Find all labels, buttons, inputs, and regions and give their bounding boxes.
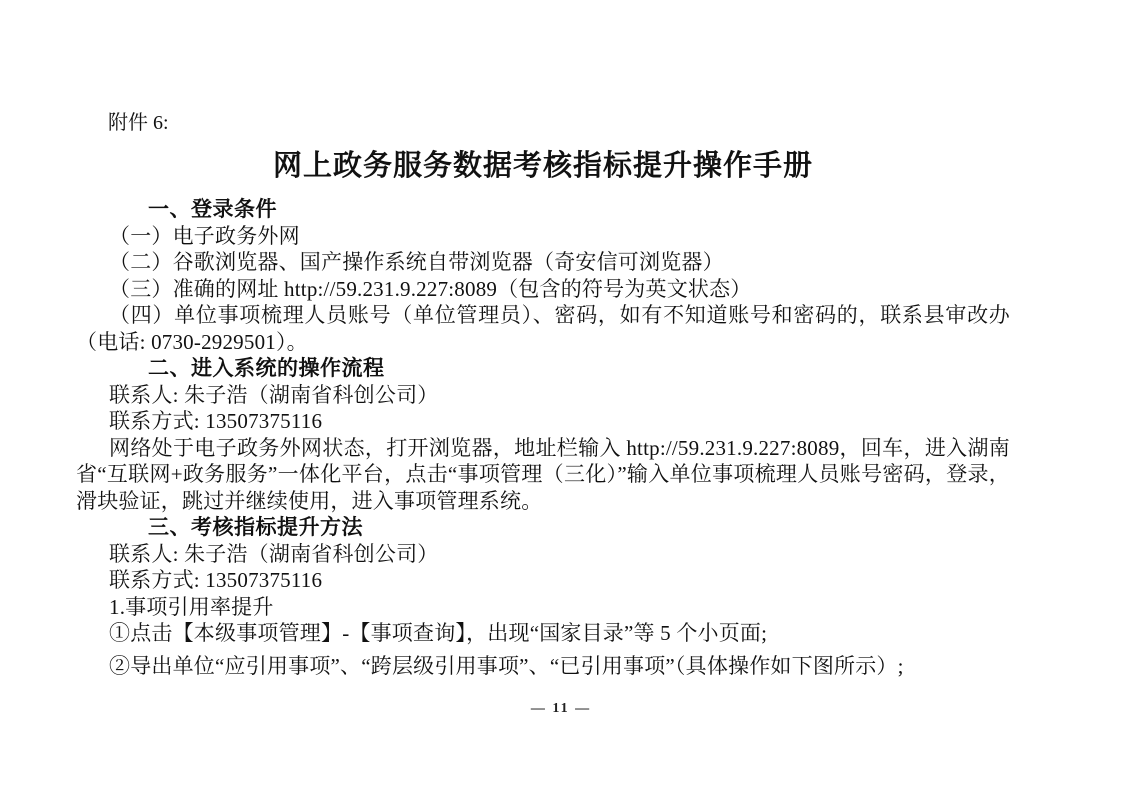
section-3-step-title: 1.事项引用率提升 bbox=[109, 594, 274, 619]
section-2-heading: 二、进入系统的操作流程 bbox=[148, 356, 385, 380]
section-3-contact-person: 联系人: 朱子浩（湖南省科创公司） bbox=[109, 541, 439, 566]
attachment-label: 附件 6: bbox=[108, 112, 169, 134]
section-1-item-1: （一）电子政务外网 bbox=[109, 223, 300, 248]
section-1-heading: 一、登录条件 bbox=[148, 197, 277, 221]
section-1-item-3: （三）准确的网址 http://59.231.9.227:8089（包含的符号为英文状态） bbox=[109, 276, 752, 301]
section-3-heading: 三、考核指标提升方法 bbox=[148, 515, 363, 539]
section-1-item-2: （二）谷歌浏览器、国产操作系统自带浏览器（奇安信可浏览器） bbox=[109, 250, 724, 274]
document-title: 网上政务服务数据考核指标提升操作手册 bbox=[272, 150, 813, 182]
page-number: — 11 — bbox=[530, 701, 592, 716]
section-3-step-2: ②导出单位“应引用事项”、“跨层级引用事项”、“已引用事项”（具体操作如下图所示）; bbox=[109, 653, 904, 678]
section-2-contact-person: 联系人: 朱子浩（湖南省科创公司） bbox=[109, 382, 439, 407]
section-3-step-1: ①点击【本级事项管理】-【事项查询】，出现“国家目录”等 5 个小页面; bbox=[109, 621, 768, 645]
section-1-item-4: （四）单位事项梳理人员账号（单位管理员）、密码，如有不知道账号和密码的，联系县审改办（电话: 0730-2929501）。 bbox=[76, 303, 1010, 354]
section-2-contact-number: 联系方式: 13507375116 bbox=[109, 409, 323, 433]
section-2-paragraph: 网络处于电子政务外网状态，打开浏览器，地址栏输入 http://59.231.9.227:8089，回车，进入湖南省“互联网+政务服务”一体化平台，点击“事项管理（三化）”输入单位事项梳理人员账号密码，登录，滑块验证，跳过并继续使用，进入事项管理系统。 bbox=[76, 435, 1010, 513]
document-content bbox=[76, 110, 1010, 679]
section-3-contact-number: 联系方式: 13507375116 bbox=[109, 568, 323, 592]
